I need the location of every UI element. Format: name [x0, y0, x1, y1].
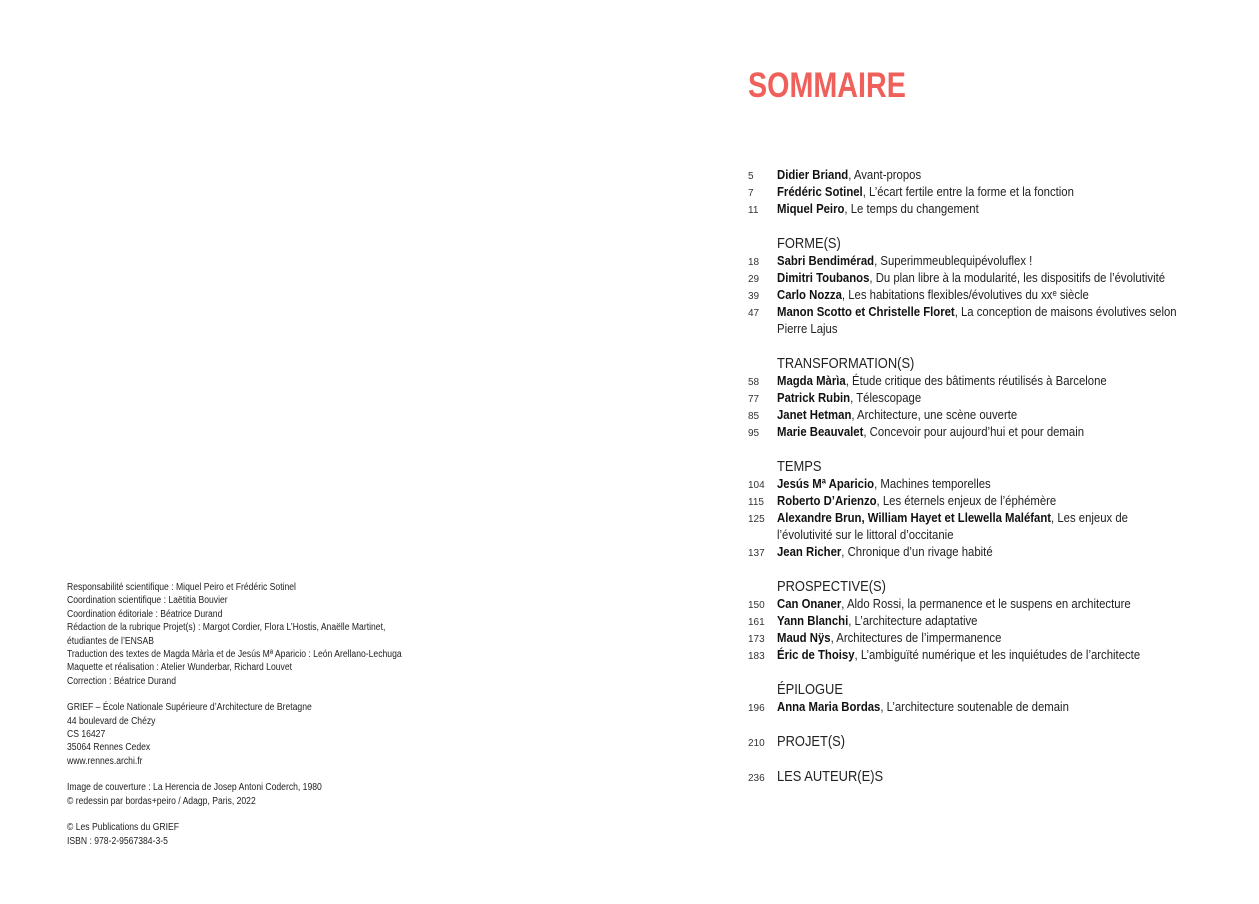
toc-entry[interactable] — [748, 372, 1218, 389]
page-number: 29 — [748, 274, 760, 285]
section-heading: FORME(S) — [777, 235, 841, 252]
colophon-line: Traduction des textes de Magda Màrìa et de Jesús Mª Aparicio : León Arellano-Lechuga — [67, 649, 402, 661]
entry-title: , Télescopage — [850, 390, 922, 405]
entry-author: Roberto D’Arienzo — [777, 493, 877, 508]
page-number: 236 — [748, 773, 765, 784]
page-number: 161 — [748, 617, 765, 628]
entry-author: Sabri Bendimérad — [777, 253, 875, 268]
entry-title: , Concevoir pour aujourd’hui et pour demain — [863, 424, 1085, 439]
section-heading: ÉPILOGUE — [777, 681, 843, 698]
page-number: 18 — [748, 257, 760, 268]
colophon-line: GRIEF – École Nationale Supérieure d’Architecture de Bretagne — [67, 702, 312, 714]
entry-title: , Machines temporelles — [874, 476, 991, 491]
entry-author: Jesús Mª Aparicio — [777, 476, 875, 491]
page-number: 210 — [748, 738, 765, 749]
page-number: 125 — [748, 514, 765, 525]
page-number: 5 — [748, 171, 754, 182]
entry-title: , L’écart fertile entre la forme et la fonction — [862, 184, 1074, 199]
entry-author: Manon Scotto et Christelle Floret — [777, 304, 955, 319]
entry-title: , Le temps du changement — [844, 201, 979, 216]
entry-text — [777, 629, 1181, 646]
section-heading: PROJET(S) — [777, 733, 846, 750]
toc-section — [748, 768, 1218, 785]
section-heading: LES AUTEUR(E)S — [777, 768, 884, 785]
page-number: 39 — [748, 291, 760, 302]
colophon-line: www.rennes.archi.fr — [67, 755, 143, 767]
page-number: 47 — [748, 308, 760, 319]
entry-text — [777, 406, 1181, 423]
toc-section — [748, 458, 1218, 560]
entry-author: Dimitri Toubanos — [777, 270, 870, 285]
toc-entry[interactable] — [748, 733, 1218, 750]
page-number: 115 — [748, 497, 764, 508]
entry-text — [777, 286, 1181, 303]
colophon-line: Coordination scientifique : Laëtitia Bouvier — [67, 595, 228, 607]
toc-entry[interactable] — [748, 768, 1218, 785]
entry-author: Frédéric Sotinel — [777, 184, 863, 199]
page-number: 95 — [748, 428, 760, 439]
colophon-line: CS 16427 — [67, 729, 106, 741]
colophon-line: 35064 Rennes Cedex — [67, 742, 151, 754]
toc-entry[interactable] — [748, 595, 1218, 612]
page-number: 150 — [748, 600, 765, 611]
entry-author: Maud Nÿs — [777, 630, 831, 645]
page-number: 85 — [748, 411, 760, 422]
entry-title: , Aldo Rossi, la permanence et le suspens en architecture — [841, 596, 1131, 611]
toc-section — [748, 235, 1218, 337]
toc-section — [748, 166, 1218, 217]
toc-entry[interactable] — [748, 423, 1218, 440]
toc-entry[interactable] — [748, 200, 1218, 217]
toc-entry[interactable] — [748, 475, 1218, 492]
toc-entry[interactable] — [748, 698, 1218, 715]
page-number: 58 — [748, 377, 760, 388]
entry-title: , Superimmeublequipévoluflex ! — [874, 253, 1033, 268]
entry-text — [777, 475, 1181, 492]
entry-text — [777, 183, 1181, 200]
toc-entry[interactable] — [748, 303, 1218, 337]
entry-text — [777, 595, 1181, 612]
entry-text — [777, 252, 1181, 269]
page-number: 104 — [748, 480, 765, 491]
colophon-line: © redessin par bordas+peiro / Adagp, Paris, 2022 — [67, 795, 256, 807]
colophon-line: © Les Publications du GRIEF — [67, 822, 179, 834]
colophon-line: Responsabilité scientifique : Miquel Peiro et Frédéric Sotinel — [67, 582, 296, 593]
entry-text — [777, 269, 1181, 286]
entry-text — [777, 166, 1181, 183]
entry-title: , Architecture, une scène ouverte — [851, 407, 1018, 422]
toc-entry[interactable] — [748, 252, 1218, 269]
toc-entry[interactable] — [748, 646, 1218, 663]
entry-title: , Du plan libre à la modularité, les dispositifs de l’évolutivité — [869, 270, 1166, 285]
colophon-line: 44 boulevard de Chézy — [67, 715, 156, 727]
entry-text — [777, 698, 1181, 715]
colophon-block — [67, 701, 467, 768]
colophon-line: ISBN : 978-2-9567384-3-5 — [67, 835, 168, 847]
section-heading: TRANSFORMATION(S) — [777, 355, 915, 372]
entry-author: Éric de Thoisy — [777, 647, 855, 662]
toc-entry[interactable] — [748, 286, 1218, 303]
colophon-line: Maquette et réalisation : Atelier Wunderbar, Richard Louvet — [67, 662, 293, 674]
toc-entry[interactable] — [748, 406, 1218, 423]
colophon-line: Coordination éditoriale : Béatrice Durand — [67, 608, 223, 620]
toc-entry[interactable] — [748, 543, 1218, 560]
entry-title: , Avant-propos — [848, 167, 922, 182]
toc-entry[interactable] — [748, 183, 1218, 200]
toc-entry[interactable] — [748, 629, 1218, 646]
entry-text — [777, 509, 1181, 543]
entry-title: , L’architecture soutenable de demain — [880, 699, 1069, 714]
entry-title: , Les éternels enjeux de l’éphémère — [876, 493, 1057, 508]
page-number: 196 — [748, 703, 765, 714]
section-heading: TEMPS — [777, 458, 822, 475]
entry-text — [777, 389, 1181, 406]
entry-text — [777, 612, 1181, 629]
entry-author: Patrick Rubin — [777, 390, 851, 405]
entry-title: , L’architecture adaptative — [848, 613, 978, 628]
entry-author: Alexandre Brun, William Hayet et Llewella Maléfant — [777, 510, 1052, 525]
entry-text — [777, 543, 1181, 560]
entry-title: , Architectures de l’impermanence — [830, 630, 1002, 645]
colophon — [67, 581, 467, 861]
toc-entry[interactable] — [748, 509, 1218, 543]
entry-author: Janet Hetman — [777, 407, 852, 422]
page-number: 183 — [748, 651, 765, 662]
page-number: 7 — [748, 188, 754, 199]
toc-section — [748, 681, 1218, 715]
page-number: 173 — [748, 634, 765, 645]
toc-section — [748, 578, 1218, 663]
entry-text — [777, 372, 1181, 389]
page-number: 137 — [748, 548, 765, 559]
entry-title: , Chronique d’un rivage habité — [841, 544, 993, 559]
entry-text — [777, 646, 1181, 663]
colophon-line: Correction : Béatrice Durand — [67, 675, 176, 687]
colophon-line: Image de couverture : La Herencia de Josep Antoni Coderch, 1980 — [67, 782, 322, 794]
entry-author: Yann Blanchi — [777, 613, 849, 628]
entry-author: Jean Richer — [777, 544, 842, 559]
entry-title: , Les habitations flexibles/évolutives du xxᵉ siècle — [841, 287, 1089, 302]
entry-author: Miquel Peiro — [777, 201, 845, 216]
toc-entry[interactable] — [748, 269, 1218, 286]
entry-author: Marie Beauvalet — [777, 424, 864, 439]
entry-author: Anna Maria Bordas — [777, 699, 881, 714]
entry-title: , Étude critique des bâtiments réutilisés à Barcelone — [845, 373, 1107, 388]
entry-title: , La conception de maisons évolutives selon Pierre Lajus — [777, 304, 1177, 336]
toc-entry[interactable] — [748, 612, 1218, 629]
toc-section — [748, 355, 1218, 440]
entry-text — [777, 423, 1181, 440]
toc-section — [748, 733, 1218, 750]
colophon-block — [67, 821, 467, 848]
colophon-block — [67, 581, 467, 688]
toc-entry[interactable] — [748, 166, 1218, 183]
entry-text — [777, 492, 1181, 509]
entry-author: Magda Màrìa — [777, 373, 846, 388]
toc-entry[interactable] — [748, 389, 1218, 406]
toc-list — [748, 166, 1218, 785]
page-number: 11 — [748, 205, 759, 216]
entry-author: Can Onaner — [777, 596, 842, 611]
colophon-block — [67, 781, 467, 808]
entry-author: Didier Briand — [777, 167, 849, 182]
entry-text — [777, 303, 1181, 337]
toc-title: SOMMAIRE — [748, 66, 906, 105]
entry-text — [777, 200, 1181, 217]
toc-entry[interactable] — [748, 492, 1218, 509]
entry-author: Carlo Nozza — [777, 287, 842, 302]
colophon-line: Rédaction de la rubrique Projet(s) : Margot Cordier, Flora L’Hostis, Anaëlle Martinet, — [67, 622, 386, 634]
entry-title: , Les enjeux de l’évolutivité sur le littoral d’occitanie — [777, 510, 1128, 542]
section-heading: PROSPECTIVE(S) — [777, 578, 886, 595]
page-number: 77 — [748, 394, 760, 405]
entry-title: , L’ambiguïté numérique et les inquiétudes de l’architecte — [854, 647, 1141, 662]
colophon-line: étudiantes de l’ENSAB — [67, 635, 155, 647]
